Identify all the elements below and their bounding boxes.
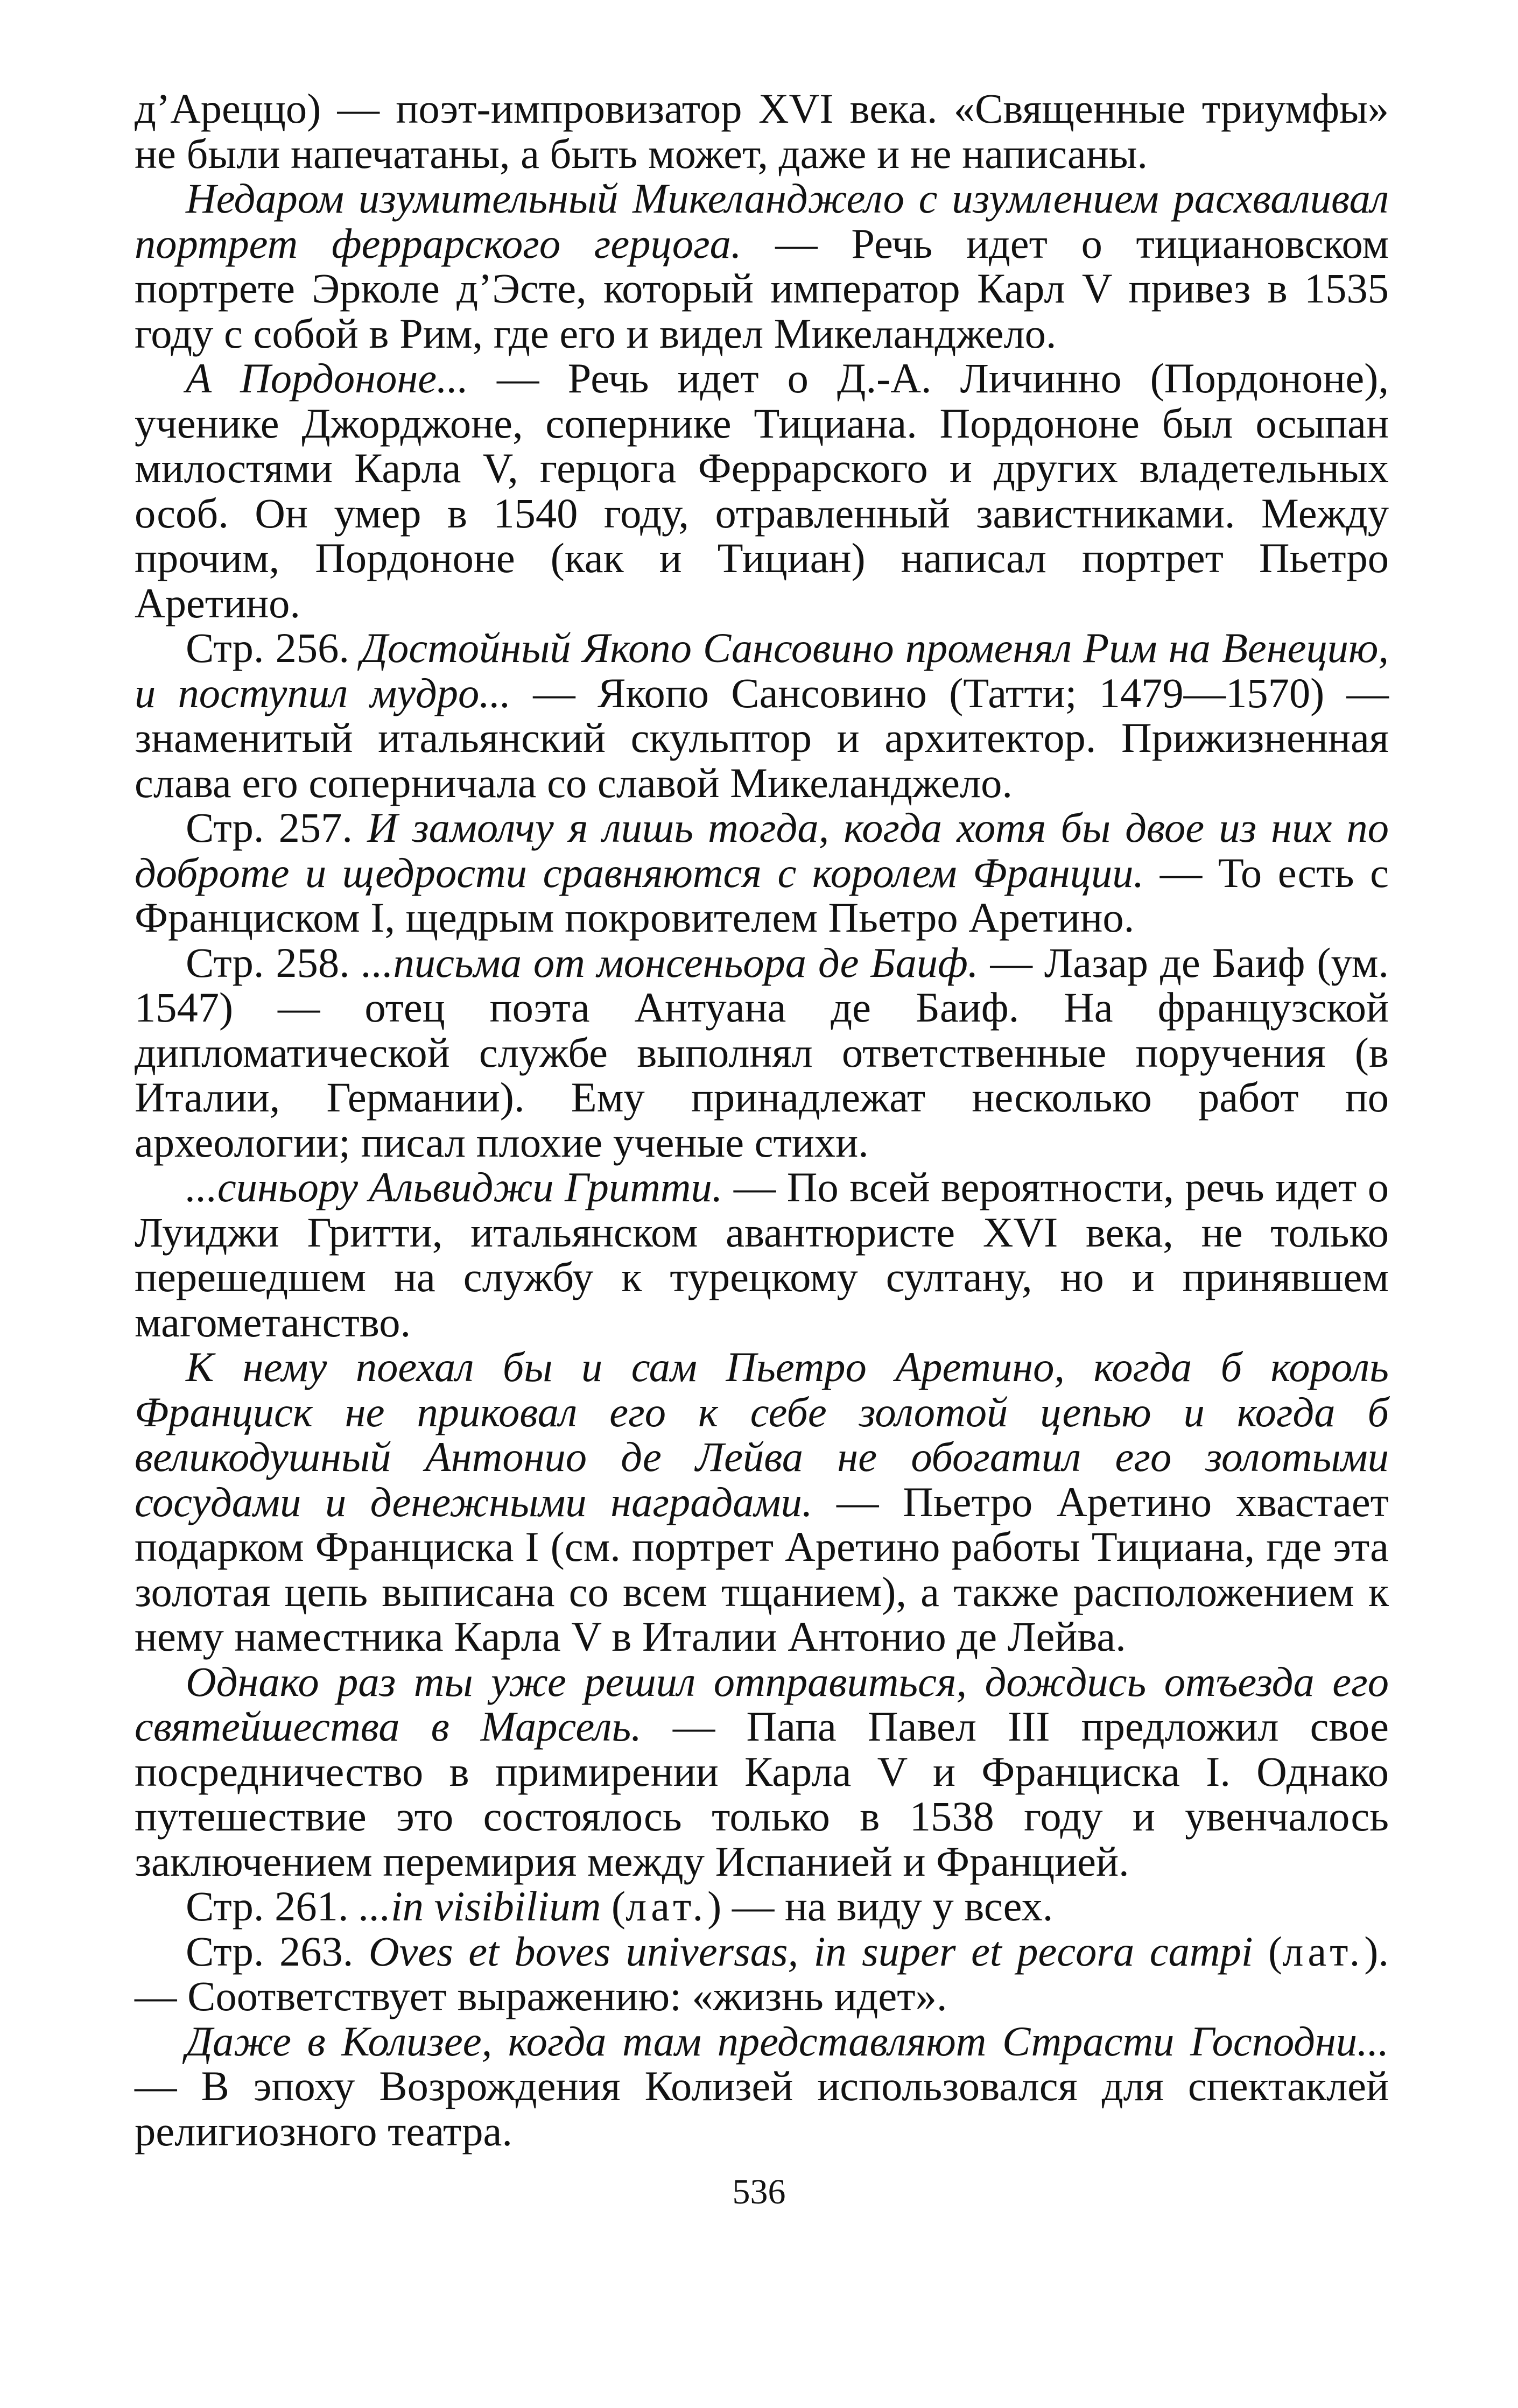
paragraph-9 <box>135 1659 1389 1884</box>
page-reference: Стр. 261. <box>186 1883 360 1930</box>
text-segment: — Речь идет о Д.-А. Личинно (Пордононе), ученике Джорджоне, сопернике Тициана. Пордононе был осыпан милостями Карла V, герцога Феррарского и других владетельных особ. Он умер в 1540 году, отравленный завистниками. Между прочим, Пордононе (как и Тициан) написал портрет Пьетро Аретино. <box>135 355 1389 626</box>
text-segment: ). — Соответствует выражению: «жизнь идет». <box>135 1927 1389 2019</box>
paragraph-10 <box>135 1884 1389 1929</box>
latin-phrase: Oves et boves universas, in super et pecora campi <box>368 1927 1253 1975</box>
italic-quote: Недаром изумительный Микеланджело с изумлением расхваливал портрет феррарского герцога. <box>135 175 1389 267</box>
page-reference: Стр. 263. <box>186 1927 369 1975</box>
page-number: 536 <box>732 2172 786 2212</box>
paragraph-8 <box>135 1344 1389 1659</box>
paragraph-6 <box>135 940 1389 1165</box>
italic-quote: А Пордононе... <box>186 355 468 402</box>
page-reference: Стр. 256. <box>186 624 361 671</box>
paragraph-12 <box>135 2019 1389 2154</box>
paragraph-3 <box>135 356 1389 625</box>
page-reference: Стр. 257. <box>186 804 368 851</box>
paragraph-7 <box>135 1165 1389 1344</box>
paragraph-11 <box>135 1929 1389 2019</box>
text-segment: — Якопо Сансовино (Татти; 1479—1570) — знаменитый итальянский скульптор и архитектор. Прижизненная слава его соперничала со славой Микеланджело. <box>135 669 1389 806</box>
text-segment: д’Ареццо) — поэт-импровизатор XVI века. «Священные триумфы» не были напечатаны, а быть может, даже и не написаны. <box>135 85 1389 177</box>
text-segment: — Речь идет о тициановском портрете Эрколе д’Эсте, который император Карл V привез в 1535 году с собой в Рим, где его и видел Микеланджело. <box>135 220 1389 357</box>
language-abbreviation: лат. <box>1282 1927 1365 1975</box>
page-text-body <box>135 86 1389 2153</box>
latin-phrase: ...in visibilium <box>359 1883 601 1930</box>
italic-quote: ...синьору Альвиджи Гритти. <box>186 1164 723 1210</box>
text-segment: ( <box>601 1883 626 1930</box>
italic-quote: Однако раз ты уже решил отправиться, дождись отъезда его святейшества в Марсель. <box>135 1658 1389 1750</box>
text-segment: — По всей вероятности, речь идет о Луиджи Гритти, итальянском авантюристе XVI века, не только перешедшем на службу к турецкому султану, но и принявшем магометанство. <box>135 1164 1389 1346</box>
text-segment: — В эпоху Возрождения Колизей использовался для спектаклей религиозного театра. <box>135 2062 1389 2154</box>
paragraph-1 <box>135 86 1389 176</box>
text-segment: ) — на виду у всех. <box>707 1883 1053 1930</box>
italic-quote: И замолчу я лишь тогда, когда хотя бы двое из них по доброте и щедрости сравняются с королем Франции. <box>135 804 1389 896</box>
italic-quote: ...письма от монсеньора де Баиф. <box>361 939 979 986</box>
page-reference: Стр. 258. <box>186 939 362 986</box>
italic-quote: Даже в Колизее, когда там представляют Страсти Господни... <box>186 2017 1389 2065</box>
italic-quote: Достойный Якопо Сансовино променял Рим на Венецию, и поступил мудро... <box>135 624 1389 716</box>
text-segment: — Папа Павел III предложил свое посредничество в примирении Карла V и Франциска I. Однако путешествие это состоялось только в 1538 году и увенчалось заключением перемирия между Испанией и Францией. <box>135 1703 1389 1885</box>
paragraph-4 <box>135 625 1389 805</box>
paragraph-2 <box>135 176 1389 356</box>
paragraph-5 <box>135 805 1389 940</box>
italic-quote: К нему поехал бы и сам Пьетро Аретино, когда б король Франциск не приковал его к себе золотой цепью и когда б великодушный Антонио де Лейва не обогатил его золотыми сосудами и денежными наградами. <box>135 1343 1389 1525</box>
text-segment: — Пьетро Аретино хвастает подарком Франциска I (см. портрет Аретино работы Тициана, где эта золотая цепь выписана со всем тщанием), а также расположением к нему наместника Карла V в Италии Антонио де Лейва. <box>135 1478 1389 1660</box>
text-segment: — То есть с Франциском I, щедрым покровителем Пьетро Аретино. <box>135 849 1389 941</box>
text-segment: ( <box>1253 1927 1283 1975</box>
language-abbreviation: лат. <box>626 1883 708 1930</box>
text-segment: — Лазар де Баиф (ум. 1547) — отец поэта Антуана де Баиф. На французской дипломатической службе выполнял ответственные поручения (в Италии, Германии). Ему принадлежат несколько работ по археологии; писал плохие ученые стихи. <box>135 939 1389 1166</box>
